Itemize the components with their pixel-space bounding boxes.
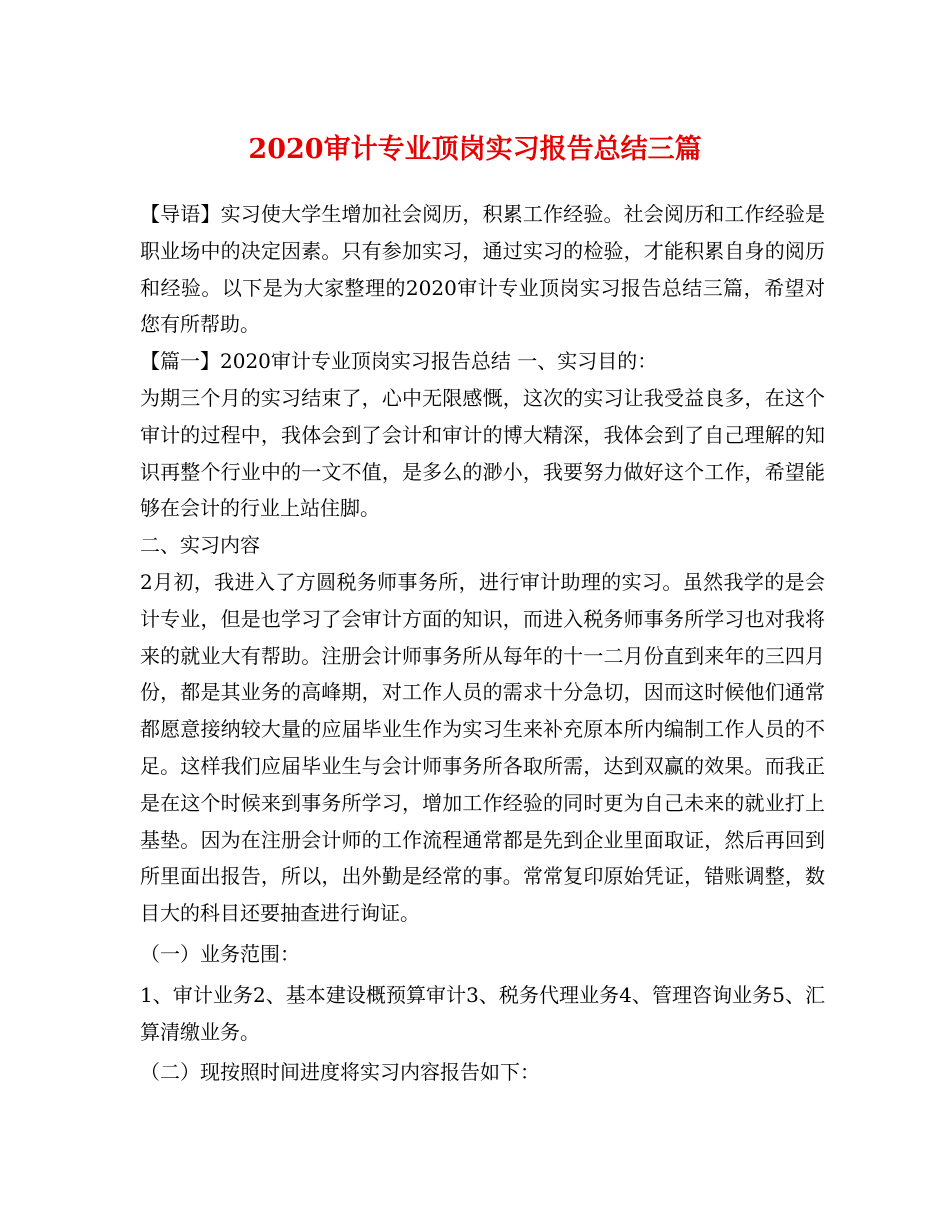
content-heading: 二、实习内容 xyxy=(140,533,260,558)
business-scope-heading: （一）业务范围： xyxy=(140,941,300,966)
document-body xyxy=(140,196,825,1091)
progress-heading: （二）现按照时间进度将实习内容报告如下： xyxy=(140,1060,540,1085)
document-title: 2020审计专业顶岗实习报告总结三篇 xyxy=(248,134,702,165)
section-one-heading: 【篇一】2020审计专业顶岗实习报告总结 一、实习目的： xyxy=(140,349,658,374)
intro-paragraph: 【导语】实习使大学生增加社会阅历，积累工作经验。社会阅历和工作经验是职业场中的决定因素。只有参加实习，通过实习的检验，才能积累自身的阅历和经验。以下是为大家整理的2020审计专业顶岗实习报告总结三篇，希望对您有所帮助。 xyxy=(140,202,825,337)
business-scope-list: 1、审计业务2、基本建设概预算审计3、税务代理业务4、管理咨询业务5、汇算清缴业务。 xyxy=(140,982,825,1044)
purpose-paragraph: 为期三个月的实习结束了，心中无限感慨，这次的实习让我受益良多，在这个审计的过程中，我体会到了会计和审计的博大精深，我体会到了自己理解的知识再整个行业中的一文不值，是多么的渺小，我要努力做好这个工作，希望能够在会计的行业上站住脚。 xyxy=(140,385,825,521)
content-paragraph: 2月初，我进入了方圆税务师事务所，进行审计助理的实习。虽然我学的是会计专业，但是也学习了会审计方面的知识，而进入税务师事务所学习也对我将来的就业大有帮助。注册会计师事务所从每年的十一二月份直到来年的三四月份，都是其业务的高峰期，对工作人员的需求十分急切，因而这时候他们通常都愿意接纳较大量的应届毕业生作为实习生来补充原本所内编制工作人员的不足。这样我们应届毕业生与会计师事务所各取所需，达到双赢的效果。而我正是在这个时候来到事务所学习，增加工作经验的同时更为自己未来的就业打上基垫。因为在注册会计师的工作流程通常都是先到企业里面取证，然后再回到所里面出报告，所以，出外勤是经常的事。常常复印原始凭证，错账调整，数目大的科目还要抽查进行询证。 xyxy=(140,569,825,926)
